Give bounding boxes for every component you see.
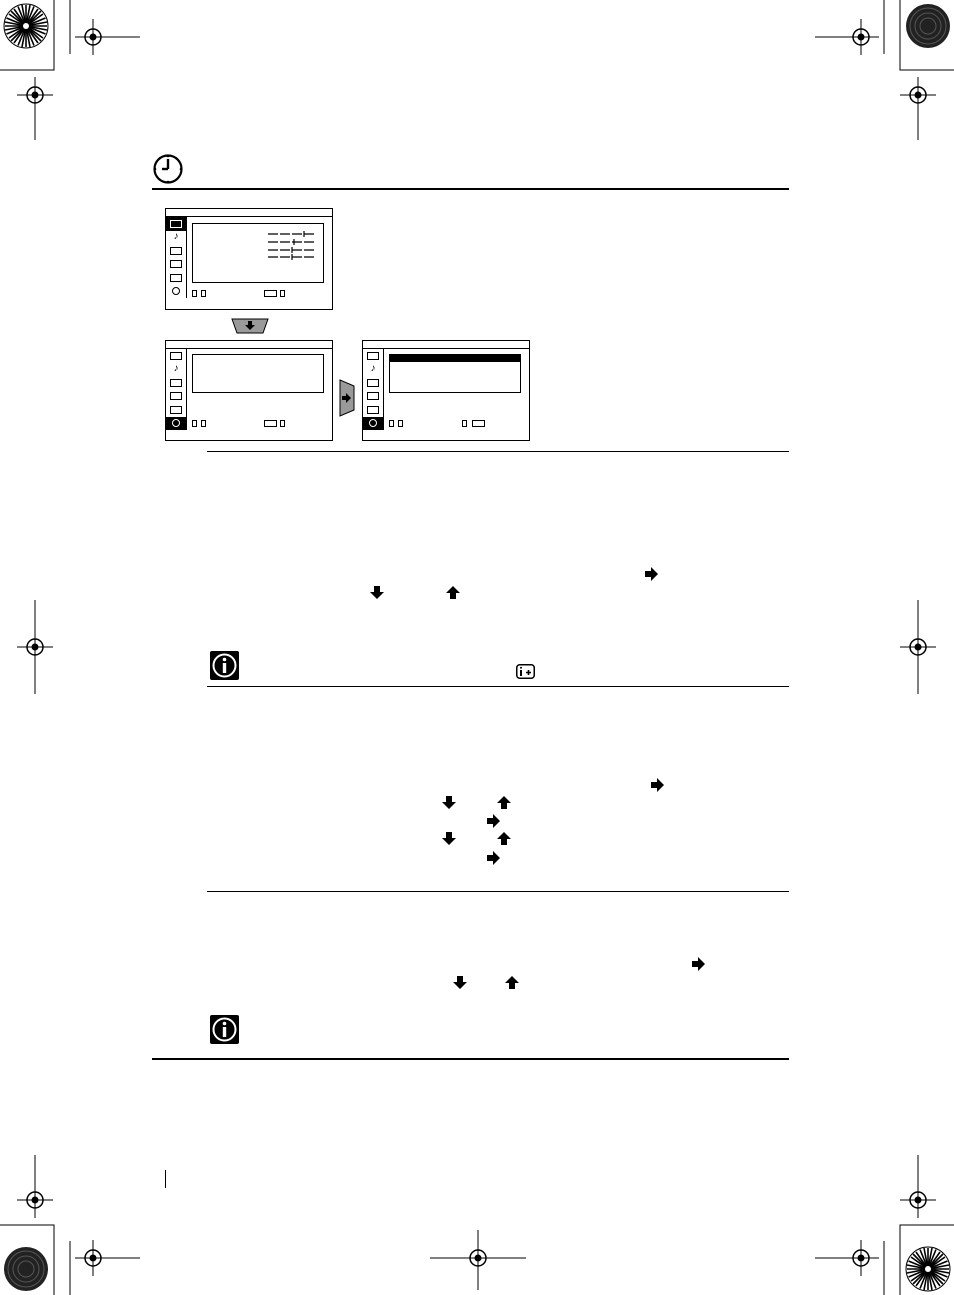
arrow-up-icon <box>497 832 511 845</box>
arrow-up-icon <box>446 586 460 599</box>
sound-icon: ♪ <box>173 231 179 243</box>
arrow-right-icon <box>487 814 500 828</box>
arrow-up-icon <box>505 976 519 989</box>
arrow-down-icon <box>442 832 456 845</box>
arrow-down-icon <box>453 976 467 989</box>
sound-icon: ♪ <box>370 363 376 375</box>
arrow-up-icon <box>497 796 511 809</box>
arrow-right-icon <box>651 778 664 792</box>
info-plus-button-icon <box>516 664 535 679</box>
arrow-right-icon <box>645 567 658 581</box>
arrow-down-icon <box>370 586 384 599</box>
info-icon <box>210 651 239 680</box>
sound-icon: ♪ <box>173 363 179 375</box>
arrow-right-icon <box>487 851 500 865</box>
arrow-right-icon <box>692 957 705 971</box>
info-icon <box>210 1015 239 1044</box>
arrow-down-icon <box>442 796 456 809</box>
